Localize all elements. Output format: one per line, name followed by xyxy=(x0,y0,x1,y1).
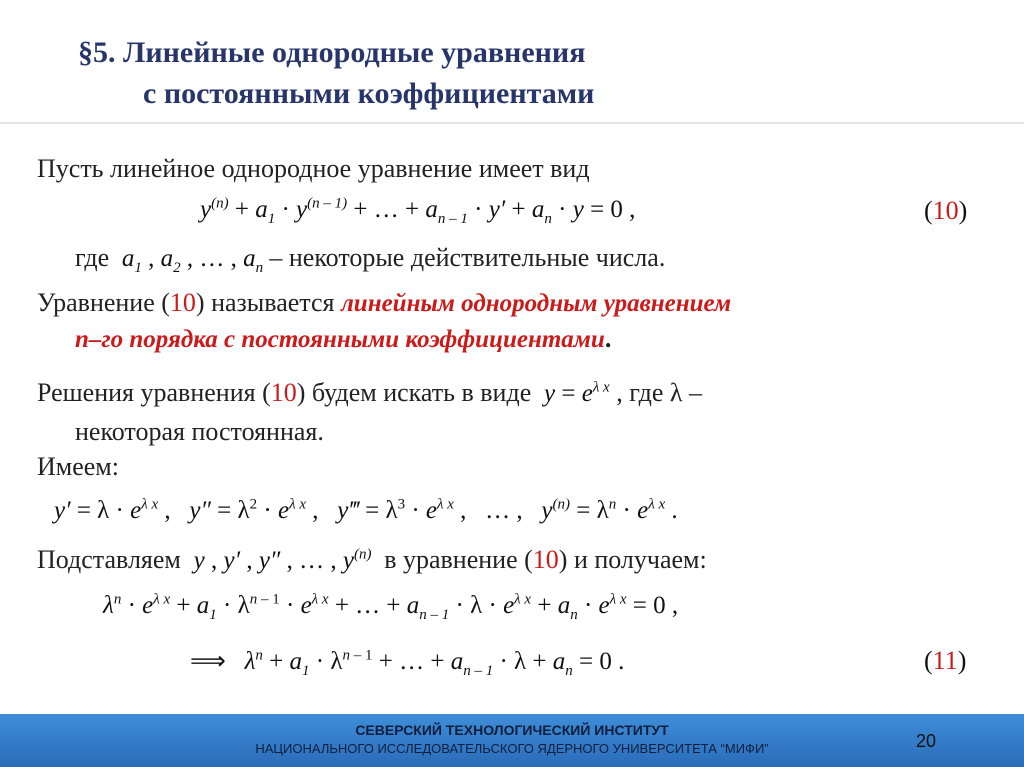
equation-11: ⟹ $\lambda^n + a_1 \cdot \lambda^{n - 1}$ + … + $a_{n - 1} \cdot \lambda + a_n = 0$ . xyxy=(190,647,625,679)
solution-line1 xyxy=(37,378,702,408)
intro-text: Пусть линейное однородное уравнение имеет вид xyxy=(37,154,590,183)
slide-title-line1: §5. Линейные однородные уравнения xyxy=(78,36,586,69)
substitution-line xyxy=(37,545,707,575)
solution-text-b: , где λ – xyxy=(616,378,702,407)
footer-institute-line1: СЕВЕРСКИЙ ТЕХНОЛОГИЧЕСКИЙ ИНСТИТУТ xyxy=(355,722,669,738)
coef-suffix: – некоторые действительные числа. xyxy=(269,243,666,272)
imeem-text: Имеем: xyxy=(37,452,119,481)
equation-10: $y^{(n)} + a_1 \cdot y^{(n - 1)}$ + … + $a_{n - 1} \cdot y' + a_n \cdot y = 0$ , xyxy=(200,195,636,227)
page-number: 20 xyxy=(915,731,936,751)
derivatives-equation: $y' = \lambda \cdot e^{\lambda x}$ , $y'' = \lambda^2 \cdot e^{\lambda x}$ , y‴ = $\lambda^3 \cdot e^{\lambda x}$ , … , $y^{(n)} = \lambda^n \cdot e^{\lambda x}$ . xyxy=(54,496,678,524)
substitution-text-b: в уравнение (10) и получаем: xyxy=(384,545,707,574)
slide-title-line2: с постоянными коэффициентами xyxy=(143,77,595,110)
solution-line2: некоторая постоянная. xyxy=(75,417,324,446)
substitution-list: y , y′ , y″ , … , $y^{(n)}$ xyxy=(187,546,372,574)
equation-10-label: (10) xyxy=(924,196,968,225)
solution-form: $y = e^{\lambda x}$ xyxy=(537,379,610,407)
coef-list: $a_1$ , $a_2$ , … , $a_n$ xyxy=(115,245,264,276)
definition-line2: n–го порядка с постоянными коэффициентами. xyxy=(75,324,612,353)
coef-prefix: где xyxy=(75,243,110,272)
substituted-equation: $\lambda^n \cdot e^{\lambda x} + a_1 \cdot \lambda^{n - 1} \cdot e^{\lambda x}$ + … + $a_{n - 1} \cdot \lambda \cdot e^{\lambda x} + a_n \cdot e^{\lambda x} = 0$ , xyxy=(103,591,679,623)
footer-institute-line2: НАЦИОНАЛЬНОГО ИССЛЕДОВАТЕЛЬСКОГО ЯДЕРНОГО УНИВЕРСИТЕТА “МИФИ” xyxy=(255,741,769,756)
solution-text-a: Решения уравнения (10) будем искать в виде xyxy=(37,378,532,407)
definition-red-line2: n–го порядка с постоянными коэффициентами xyxy=(75,326,605,353)
definition-line1 xyxy=(37,288,731,318)
coefficients-line xyxy=(75,243,666,276)
definition-prefix: Уравнение (10) называется xyxy=(37,288,335,317)
substitution-text-a: Подставляем xyxy=(37,545,181,574)
implies-icon: ⟹ xyxy=(190,648,226,675)
equation-11-label: (11) xyxy=(924,646,967,675)
definition-red-line1: линейным однородным уравнением xyxy=(340,290,732,317)
footer-bar xyxy=(0,714,1024,767)
title-divider xyxy=(0,122,1024,124)
